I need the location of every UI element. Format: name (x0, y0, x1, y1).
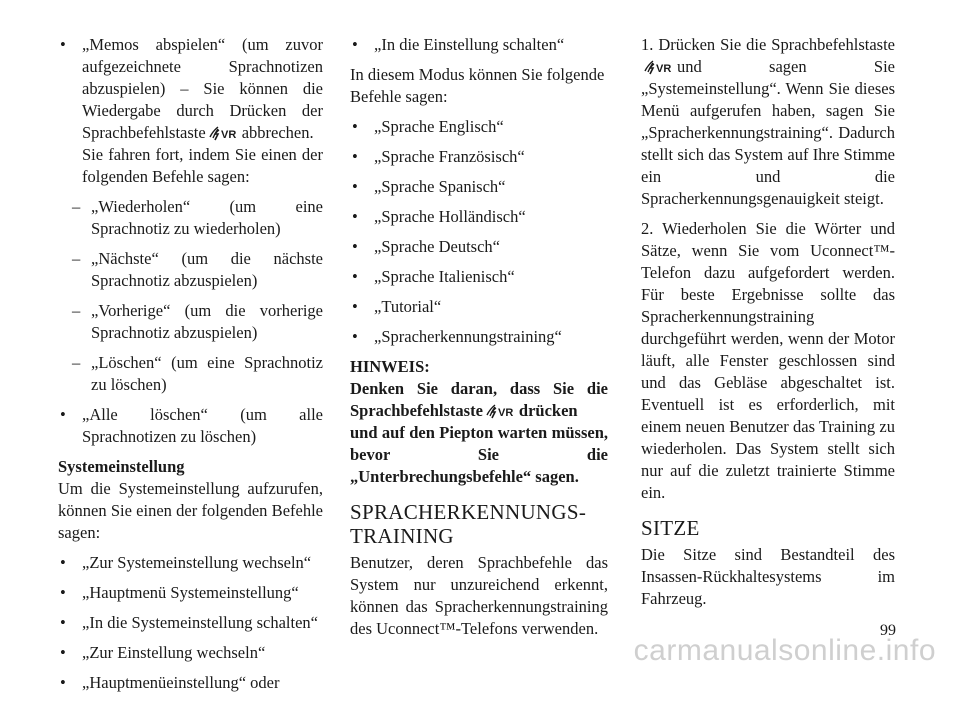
section-title-seats: SITZE (641, 516, 700, 540)
memos-text-b: abbrechen. Sie fahren fort, indem Sie einen der folgenden Befehle sagen: (82, 123, 323, 186)
training-text: Benutzer, deren Sprachbefehle das System nur unzureichend erkennt, können das Spracherkennungstraining des Uconnect™-Telefons verwenden. (350, 553, 608, 638)
list-item-lang-dutch: • „Sprache Holländisch“ (350, 206, 608, 228)
section-title-line-2: TRAINING (350, 524, 454, 548)
watermark: carmanualsonline.info (633, 634, 936, 667)
seats-text: Die Sitze sind Bestandteil des Insassen-Rückhaltesystems im Fahrzeug. (641, 545, 895, 608)
list-item-lang-italian: • „Sprache Italienisch“ (350, 266, 608, 288)
list-item-lang-french: • „Sprache Französisch“ (350, 146, 608, 168)
step-1-text-b: und sagen Sie „Systemeinstellung“. Wenn Sie dieses Menü aufgerufen haben, sagen Sie „Spracherkennungstraining“. Dadurch stellt sich das System auf Ihre Stimme ein und die Spracherkennungsgenauigkeit steigt. (641, 57, 895, 208)
sub-item-repeat: – „Wiederholen“ (um eine Sprachnotiz zu wiederholen) (58, 196, 323, 240)
list-item-sys-1: • „Hauptmenü Systemeinstellung“ (58, 582, 323, 604)
svg-text:VR: VR (497, 407, 514, 419)
list-item-lang-english: • „Sprache Englisch“ (350, 116, 608, 138)
page-number: 99 (880, 622, 896, 639)
column-left (58, 34, 323, 702)
list-item-sys-2: • „In die Systemeinstellung schalten“ (58, 612, 323, 634)
note-text-a: Denken Sie daran, dass Sie die Sprachbefehlstaste (350, 379, 608, 420)
list-item-sys-4: • „Hauptmenüeinstellung“ oder (58, 672, 323, 694)
section-title-line-1: SPRACHERKENNUNGS- (350, 500, 587, 524)
list-item-sys-3: • „Zur Einstellung wechseln“ (58, 642, 323, 664)
list-item-delete-all: • „Alle löschen“ (um alle Sprachnotizen zu löschen) (58, 404, 323, 448)
note-text-b: drücken und auf den Piepton warten müssen, bevor Sie die „Unterbrechungsbefehle“ sagen. (350, 401, 608, 486)
voice-recognition-icon (486, 403, 516, 419)
list-item-settings-switch: • „In die Einstellung schalten“ (350, 34, 608, 56)
section-heading-system-settings: Systemeinstellung (58, 457, 185, 476)
note-label: HINWEIS: (350, 357, 430, 376)
step-1-text-a: 1. Drücken Sie die Sprachbefehlstaste (641, 35, 895, 54)
sub-item-previous: – „Vorherige“ (um die vorherige Sprachnotiz abzuspielen) (58, 300, 323, 344)
list-item-lang-german: • „Sprache Deutsch“ (350, 236, 608, 258)
sub-item-delete: – „Löschen“ (um eine Sprachnotiz zu löschen) (58, 352, 323, 396)
list-item-lang-spanish: • „Sprache Spanisch“ (350, 176, 608, 198)
column-middle (350, 34, 608, 640)
step-1 (641, 34, 895, 210)
section-title-training (350, 500, 608, 548)
list-item-sys-0: • „Zur Systemeinstellung wechseln“ (58, 552, 323, 574)
svg-text:VR: VR (220, 129, 236, 141)
svg-text:VR: VR (656, 63, 672, 75)
note-text (350, 378, 608, 488)
step-2: 2. Wiederholen Sie die Wörter und Sätze, wenn Sie vom Uconnect™-Telefon dazu aufgefordert werden. Für beste Ergebnisse sollte das Spracherkennungstraining durchgeführt werden, wenn der Motor läuft, alle Fenster geschlossen sind und das Gebläse abgeschaltet ist. Eventuell ist es erforderlich, mit einem neuen Benutzer das Training zu wiederholen. Das System stellt sich nur auf die zuletzt trainierte Stimme ein. (641, 219, 895, 502)
list-item-training: • „Spracherkennungstraining“ (350, 326, 608, 348)
voice-recognition-icon (209, 125, 239, 141)
list-item-tutorial: • „Tutorial“ (350, 296, 608, 318)
memos-text-a: „Memos abspielen“ (um zuvor aufgezeichnete Sprachnotizen abzuspielen) – Sie können die Wiedergabe durch Drücken der Sprachbefehlstaste (82, 35, 323, 142)
column-right (641, 34, 895, 610)
voice-recognition-icon (644, 59, 674, 75)
sub-item-next: – „Nächste“ (um die nächste Sprachnotiz abzuspielen) (58, 248, 323, 292)
list-item-memos (58, 34, 323, 188)
system-settings-intro: Um die Systemeinstellung aufzurufen, können Sie einen der folgenden Befehle sagen: (58, 479, 323, 542)
mode-intro: In diesem Modus können Sie folgende Befehle sagen: (350, 65, 605, 106)
